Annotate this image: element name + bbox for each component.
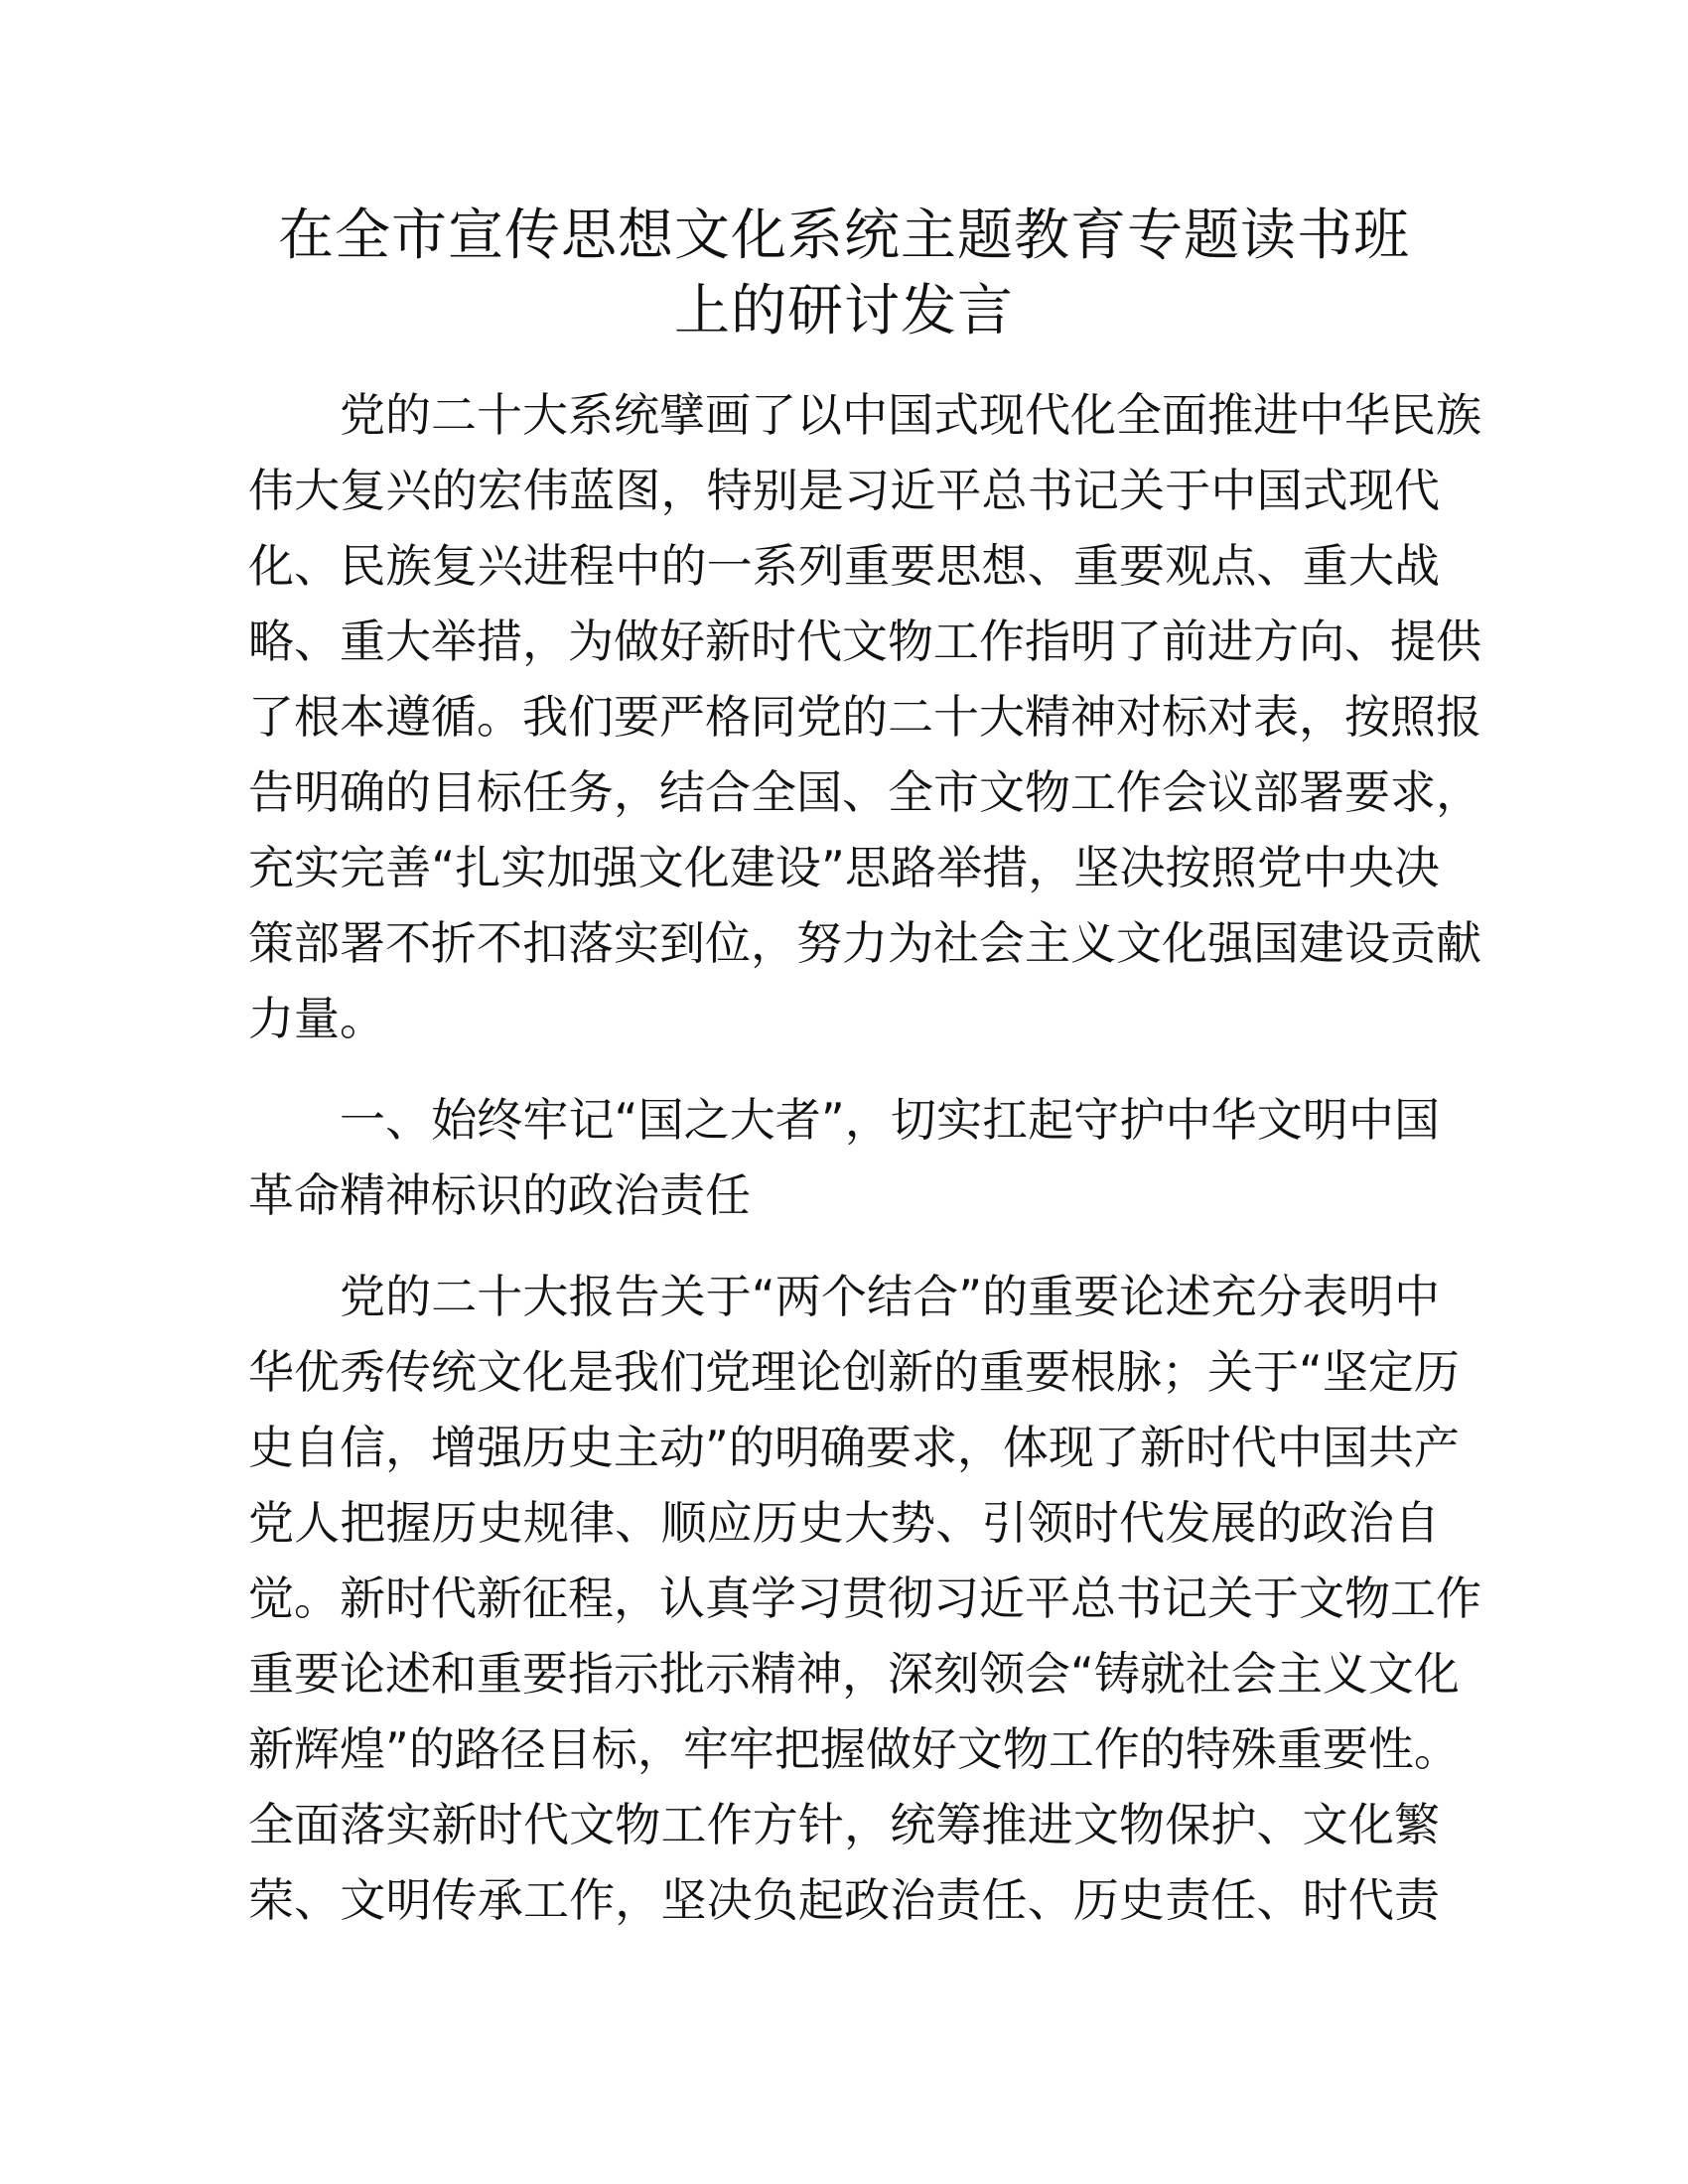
paragraph-line: 全面落实新时代文物工作方针，统筹推进文物保护、文化繁 xyxy=(248,1798,1440,1851)
title-line: 上的研讨发言 xyxy=(674,279,1014,343)
paragraph-line: 党的二十大报告关于“两个结合”的重要论述充分表明中 xyxy=(340,1270,1440,1323)
paragraph-line: 荣、文明传承工作，坚决负起政治责任、历史责任、时代责 xyxy=(248,1873,1440,1927)
paragraph-line: 力量。 xyxy=(248,992,385,1045)
body-paragraph xyxy=(248,1259,1481,1938)
paragraph-line: 重要论述和重要指示批示精神，深刻领会“铸就社会主义文化 xyxy=(248,1647,1460,1701)
paragraph-line: 觉。新时代新征程，认真学习贯彻习近平总书记关于文物工作 xyxy=(248,1571,1481,1625)
intro-paragraph xyxy=(248,377,1481,1056)
paragraph-line: 党的二十大系统擘画了以中国式现代化全面推进中华民族 xyxy=(340,388,1481,442)
paragraph-line: 新辉煌”的路径目标，牢牢把握做好文物工作的特殊重要性。 xyxy=(248,1722,1460,1776)
document-body xyxy=(248,377,1481,1964)
heading-line: 革命精神标识的政治责任 xyxy=(248,1168,751,1222)
paragraph-line: 策部署不折不扣落实到位，努力为社会主义文化强国建设贡献 xyxy=(248,916,1481,970)
heading-line: 一、始终牢记“国之大者”，切实扛起守护中华文明中国 xyxy=(340,1093,1440,1147)
paragraph-line: 党人把握历史规律、顺应历史大势、引领时代发展的政治自 xyxy=(248,1496,1440,1550)
title-line: 在全市宣传思想文化系统主题教育专题读书班 xyxy=(278,204,1410,268)
document-title xyxy=(238,199,1450,349)
paragraph-line: 告明确的目标任务，结合全国、全市文物工作会议部署要求， xyxy=(248,765,1481,819)
paragraph-line: 史自信，增强历史主动”的明确要求，体现了新时代中国共产 xyxy=(248,1421,1460,1474)
paragraph-line: 化、民族复兴进程中的一系列重要思想、重要观点、重大战 xyxy=(248,539,1440,593)
paragraph-line: 华优秀传统文化是我们党理论创新的重要根脉；关于“坚定历 xyxy=(248,1345,1460,1399)
paragraph-line: 充实完善“扎实加强文化建设”思路举措，坚决按照党中央决 xyxy=(248,841,1440,894)
paragraph-line: 伟大复兴的宏伟蓝图，特别是习近平总书记关于中国式现代 xyxy=(248,464,1440,517)
paragraph-line: 略、重大举措，为做好新时代文物工作指明了前进方向、提供 xyxy=(248,614,1481,668)
section-heading xyxy=(248,1082,1440,1233)
paragraph-line: 了根本遵循。我们要严格同党的二十大精神对标对表，按照报 xyxy=(248,690,1481,744)
